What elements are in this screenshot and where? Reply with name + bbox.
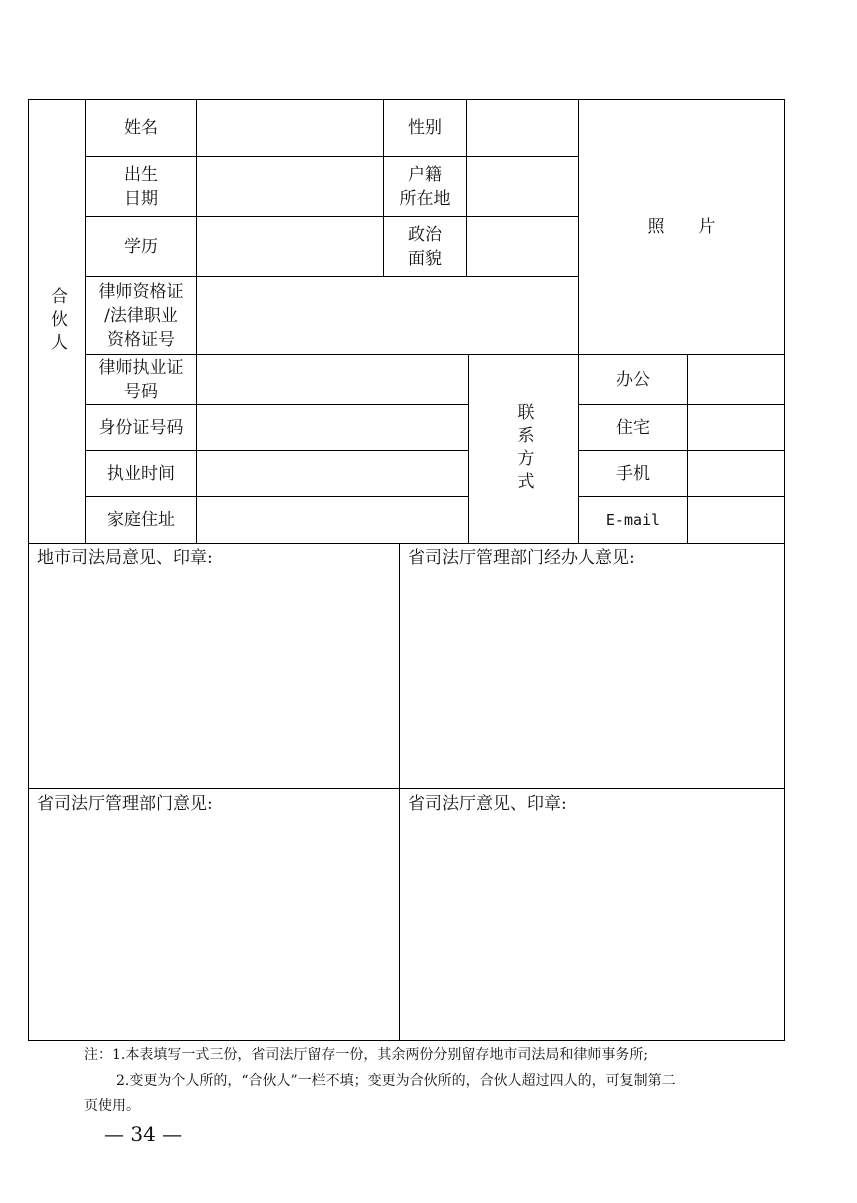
table-border-right (784, 99, 785, 1041)
name-field[interactable] (197, 100, 383, 156)
provincial-dept-opinion-field[interactable] (29, 818, 399, 1040)
political-status-label: 政治 面貌 (408, 224, 442, 269)
provincial-seal-opinion-label: 省司法厅意见、印章: (408, 794, 567, 814)
birth-date-field[interactable] (197, 157, 383, 216)
contact-side-label: 联系方式 (513, 403, 534, 495)
qualification-cert-field[interactable] (197, 277, 578, 354)
political-status-field[interactable] (467, 217, 578, 276)
practice-time-field[interactable] (197, 451, 468, 496)
hukou-label: 户籍 所在地 (399, 164, 451, 209)
table-border-bottom (28, 1040, 785, 1041)
id-number-field[interactable] (197, 405, 468, 450)
gender-label: 性别 (408, 118, 442, 138)
note-line-2: 2.变更为个人所的，“合伙人”一栏不填；变更为合伙所的，合伙人超过四人的，可复制第二 (116, 1073, 676, 1089)
page-number: — 34 — (104, 1122, 183, 1146)
license-number-label: 律师执业证 号码 (98, 357, 184, 402)
qualification-cert-label: 律师资格证 /法律职业 资格证号 (98, 281, 184, 350)
home-phone-field[interactable] (688, 405, 784, 450)
city-bureau-opinion-field[interactable] (29, 572, 399, 788)
note-line-3: 页使用。 (84, 1098, 140, 1114)
home-address-label: 家庭住址 (107, 510, 175, 530)
name-label: 姓名 (124, 118, 158, 138)
city-bureau-opinion-label: 地市司法局意见、印章: (37, 548, 213, 568)
email-label: E-mail (605, 511, 661, 529)
note-line-1: 注：1.本表填写一式三份，省司法厅留存一份，其余两份分别留存地市司法局和律师事务所; (84, 1047, 649, 1063)
office-phone-field[interactable] (688, 355, 784, 404)
provincial-handler-opinion-field[interactable] (400, 572, 784, 788)
id-number-label: 身份证号码 (98, 417, 184, 438)
office-phone-label: 办公 (616, 369, 650, 390)
home-phone-label: 住宅 (616, 417, 650, 438)
mobile-field[interactable] (688, 451, 784, 496)
practice-time-label: 执业时间 (107, 463, 175, 484)
provincial-handler-opinion-label: 省司法厅管理部门经办人意见: (408, 548, 635, 568)
education-field[interactable] (197, 217, 383, 276)
email-field[interactable] (688, 497, 784, 543)
education-label: 学历 (124, 236, 158, 257)
mobile-label: 手机 (616, 463, 650, 484)
license-number-field[interactable] (197, 355, 468, 404)
home-address-field[interactable] (197, 497, 468, 543)
provincial-seal-opinion-field[interactable] (400, 818, 784, 1040)
birth-date-label: 出生 日期 (124, 164, 158, 209)
section-line (28, 788, 785, 789)
gender-field[interactable] (467, 100, 578, 156)
provincial-dept-opinion-label: 省司法厅管理部门意见: (37, 794, 213, 814)
photo-box[interactable]: 照 片 (647, 217, 716, 237)
hukou-field[interactable] (467, 157, 578, 216)
section-line (28, 543, 785, 544)
partner-side-label: 合伙人 (47, 287, 67, 356)
